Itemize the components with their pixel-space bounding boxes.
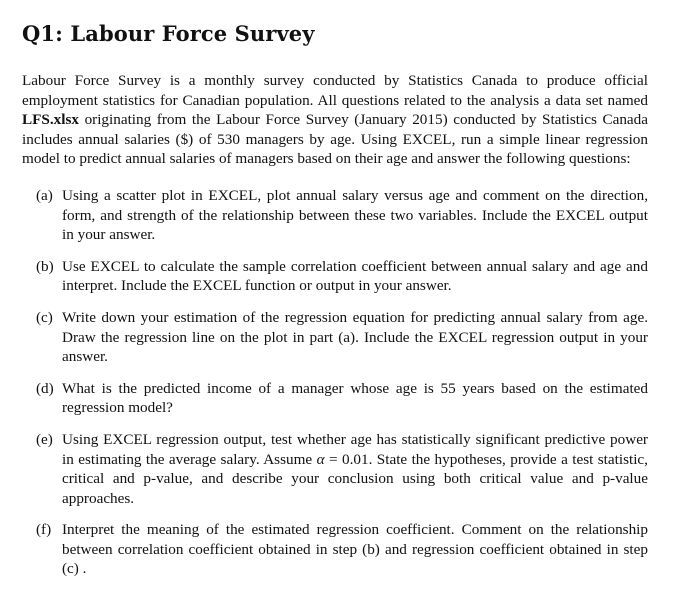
sub-question-f	[22, 520, 648, 579]
sub-question-text: Use EXCEL to calculate the sample correlation coefficient between annual salary and age and interpret. Include the EXCEL function or output in your answer.	[62, 257, 648, 295]
intro-text-end: originating from the Labour Force Survey (January 2015) conducted by Statistics Canada includes annual salaries ($) of 530 managers by age. Using EXCEL, run a simple linear regression model to predict annual salaries of managers based on their age and answer the following questions:	[22, 111, 648, 168]
sub-question-label: (a)	[36, 186, 53, 204]
question-title: Q1: Labour Force Survey	[22, 21, 315, 46]
sub-question-label: (b)	[36, 257, 54, 275]
sub-question-c	[22, 308, 648, 367]
sub-question-b	[22, 257, 648, 296]
intro-text-start: Labour Force Survey is a monthly survey conducted by Statistics Canada to produce official employment statistics for Canadian population. All questions related to the analysis a data set named	[22, 72, 648, 109]
sub-question-label: (f)	[36, 521, 52, 539]
intro-paragraph	[22, 71, 648, 169]
sub-question-list	[22, 186, 648, 579]
sub-question-text-start: Using EXCEL regression output, test whether age has statistically significant predictive power in estimating the average salary. Assume	[62, 430, 648, 468]
sub-question-label: (d)	[36, 379, 54, 397]
sub-question-text-end: . State the hypotheses, provide a test statistic, critical and p-value, and describe your conclusion using both critical value and p-value approaches.	[62, 450, 648, 507]
sub-question-e	[22, 430, 648, 508]
sub-question-d	[22, 379, 648, 418]
sub-question-text: Using a scatter plot in EXCEL, plot annual salary versus age and comment on the direction, form, and strength of the relationship between these two variables. Include the EXCEL output in your answer.	[62, 186, 648, 244]
sub-question-text	[62, 431, 648, 507]
sub-question-text: What is the predicted income of a manager whose age is 55 years based on the estimated regression model?	[62, 379, 648, 417]
sub-question-label: (c)	[36, 308, 53, 326]
sub-question-a	[22, 186, 648, 245]
sub-question-label: (e)	[36, 430, 53, 448]
sub-question-text: Interpret the meaning of the estimated regression coefficient. Comment on the relationship between correlation coefficient obtained in step (b) and regression coefficient obtained in step (c) .	[62, 521, 648, 578]
sub-question-text: Write down your estimation of the regression equation for predicting annual salary from age. Draw the regression line on the plot in part (a). Include the EXCEL regression output in your answer.	[62, 308, 648, 366]
alpha-symbol: α	[316, 450, 325, 468]
alpha-value: = 0.01	[324, 450, 369, 468]
dataset-filename: LFS.xlsx	[22, 111, 79, 129]
